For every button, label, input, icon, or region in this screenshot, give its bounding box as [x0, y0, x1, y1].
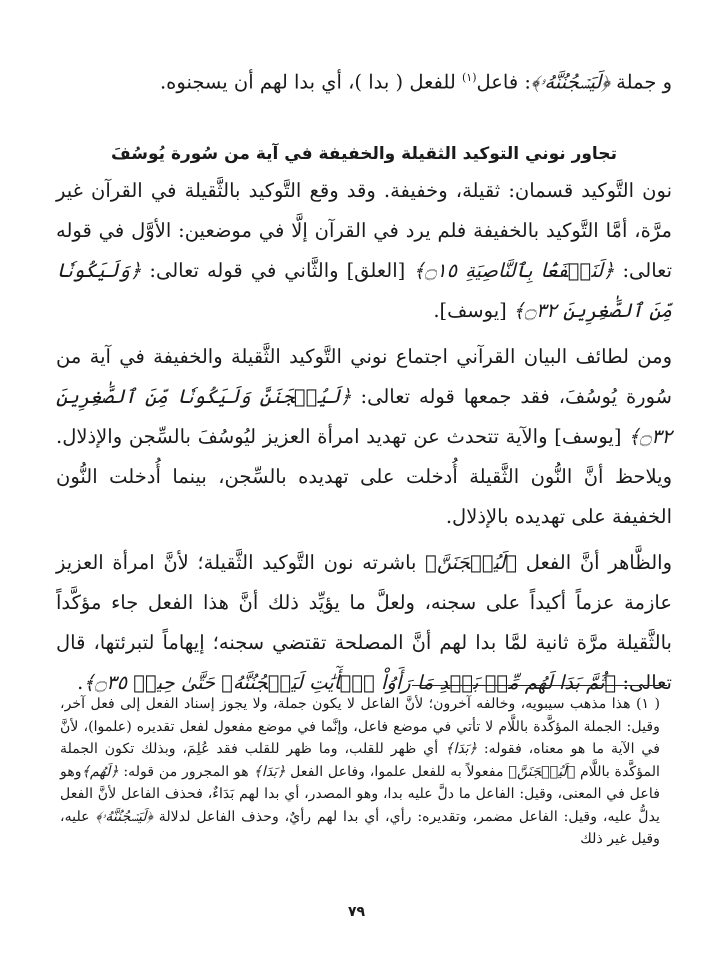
footnote-quote-2: ﴿لَيُسۡجَنَنَّ﴾	[508, 763, 576, 780]
footnote-number: ( ١)	[635, 696, 660, 712]
intro-text-before: و جملة	[609, 70, 672, 94]
para1-quote-2: ﴿وَلَيَكُونٗا مِّنَ ٱلصَّٰغِرِينَ ۝٣٢﴾	[56, 258, 672, 322]
intro-quran-quote: ﴿لَيَسۡجُنُنَّهُۥ﴾	[530, 70, 610, 94]
footnote-text-1: هذا مذهب سيبويه، وخالفه آخرون؛ لأنَّ الفاعل لا يكون جملة، ولا يجوز إسناد الفعل إلى فعل آخر، وقيل: الجملة المؤكَّدة باللَّام لا تأتي في موضع فاعل، وإنَّما في موضع مفعول لفعل تقديره (علموا)، لأنَّ في الآية ما هو معناه، فقوله:	[60, 696, 660, 757]
footnote-text-3: مفعولاً به للفعل علموا، وفاعل الفعل	[285, 763, 509, 780]
para2-ref: [يوسف]	[547, 424, 629, 448]
footnote-marker[interactable]: (١)	[461, 71, 477, 84]
footnote	[60, 693, 660, 851]
intro-paragraph	[56, 58, 672, 103]
footnote-divider	[412, 685, 667, 686]
para3-text-end: .	[77, 670, 84, 694]
paragraph-1	[56, 171, 672, 331]
footnote-text-2: أي ظهر للقلب، وما ظهر للقلب فقد عُلِمَ، وبذلك تكون الجملة المؤكَّدة باللَّام	[60, 741, 660, 780]
page-body	[56, 58, 672, 703]
para2-text-end: والآية تتحدث عن تهديد امرأة العزيز ليُوسُفَ بالسِّجن والإذلال. ويلاحظ أنَّ النُّون الثَّقيلة أُدخلت على تهديده بالسِّجن، بينما أُدخلت النُّون الخفيفة على تهديده بالإذلال.	[56, 424, 672, 528]
para1-ref-1: [العلق]	[338, 258, 414, 282]
footnote-quote-3: ﴿بَدَا﴾	[253, 763, 286, 780]
para3-text-mid: باشرته نون التَّوكيد الثَّقيلة؛ لأنَّ امرأة العزيز عازمة عزماً أكيداً على سجنه، ولعلَّ ما يؤيِّد ذلك أنَّ هذا الفعل جاء مؤكَّداً بالثَّقيلة مرَّة ثانية لمَّا بدا لهم أنَّ المصلحة تقتضي سجنه؛ إيهاماً لتبرئتها، قال تعالى:	[56, 550, 672, 694]
para1-text: نون التَّوكيد قسمان: ثقيلة، وخفيفة. وقد وقع التَّوكيد بالثَّقيلة في القرآن غير مرَّة، أمَّا التَّوكيد بالخفيفة فلم يرد في القرآن إلَّا في موضعين: الأوَّل في قوله تعالى:	[56, 178, 672, 282]
page-number: ٧٩	[347, 904, 366, 920]
footnote-text-4: هو المجرور من قوله:	[118, 763, 254, 780]
para3-quote-2: ﴿ثُمَّ بَدَا لَهُم مِّنۢ بَعۡدِ مَا رَأَوُاْ ٱلۡأٓيَٰتِ لَيَسۡجُنُنَّهُۥ حَتَّىٰ حِينٖ ۝٣٥﴾	[83, 670, 617, 694]
footnote-text-5: وهو فاعل في المعنى، وقيل: الفاعل ما دلَّ عليه بدا، وهو المصدر، أي بدا لهم بَدَاءٌ، فحذف الفاعل لأنَّ الفعل يدلُّ عليه، وقيل: الفاعل مضمر، وتقديره: رأي، أي بدا لهم رأيٌ، وحذف الفاعل لدلالة	[60, 763, 660, 825]
intro-text-after: : فاعل	[476, 70, 531, 94]
paragraph-3	[56, 543, 672, 703]
intro-text-end: للفعل ( بدا )، أي بدا لهم أن يسجنوه.	[159, 70, 462, 94]
para2-text-start: ومن لطائف البيان القرآني اجتماع نوني التَّوكيد الثَّقيلة والخفيفة في آية من سُورة يُوسُفَ، فقد جمعها قوله تعالى:	[56, 344, 672, 408]
footnote-text-6: عليه، وقيل غير ذلك	[60, 808, 660, 847]
footnote-quote-4: ﴿لَهُم﴾	[81, 763, 119, 780]
para1-ref-2: [يوسف].	[433, 298, 513, 322]
footnote-quote-5: ﴿لَيَسۡجُنُنَّهُۥ﴾	[95, 808, 153, 825]
para1-quote-1: ﴿لَنَسۡفَعَۢا بِٱلنَّاصِيَةِ ۝١٥﴾	[413, 258, 615, 282]
para1-mid: والثَّاني في قوله تعالى:	[141, 258, 339, 282]
section-heading: تجاور نوني التوكيد الثقيلة والخفيفة في آية من سُورة يُوسُفَ	[111, 143, 617, 164]
para3-quote-1: ﴿لَيُسۡجَنَنَّ﴾	[425, 550, 518, 574]
para2-quote: ﴿لَيُسۡجَنَنَّ وَلَيَكُونٗا مِّنَ ٱلصَّٰغِرِينَ ۝٣٢﴾	[56, 384, 673, 448]
footnote-quote-1: ﴿بَدَا﴾	[445, 741, 478, 757]
para3-text-start: والظَّاهر أنَّ الفعل	[517, 550, 672, 574]
paragraph-2	[56, 337, 672, 537]
